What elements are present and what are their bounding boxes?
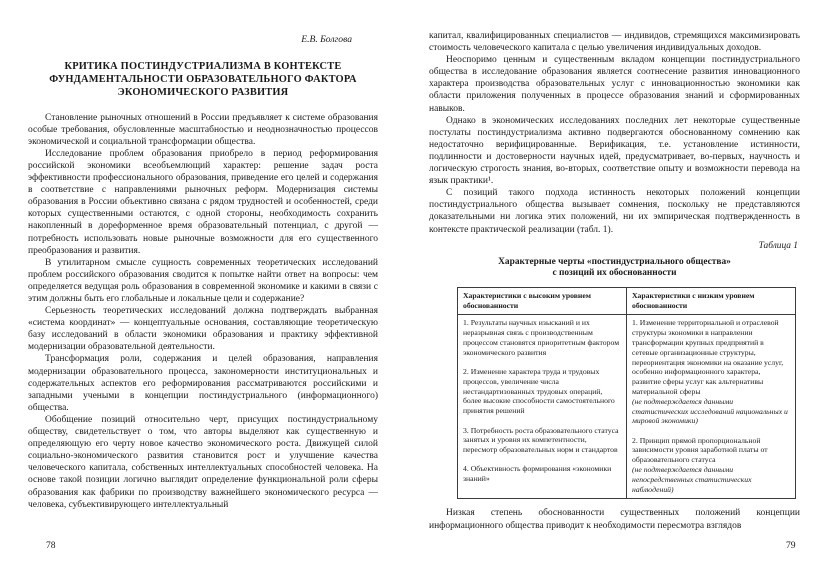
article-title bbox=[28, 60, 378, 100]
paragraph-1: Становление рыночных отношений в России предъявляет к системе образования особые требования, обусловленные масштабностью и неоднозначностью процессов экономической и социальной трансформации общества. bbox=[28, 112, 378, 147]
paragraph-10: С позиций такого подхода истинность некоторых положений концепции постиндустриального общества вызывает сомнения, поскольку не представляются доказательными ни логика этих положений, ни их эмпирическая подтвержденность в контексте практической реализации (табл. 1). bbox=[429, 188, 800, 235]
low-validity-item-2-note: (не подтверждается данными непосредственных статистических наблюдений) bbox=[632, 465, 752, 494]
low-validity-item-1 bbox=[632, 318, 789, 426]
paragraph-6: Обобщение позиций относительно черт, присущих постиндустриальному обществу, свидетельствует о том, что авторы выделяют как существенную и определяющую его черту новое качество экономического роста. Движущей силой социально-экономического развития становится рост и улучшение качества человеческого капитала, собственных интеллектуальных способностей человека. На основе такой позиции логично выглядит определение функциональной роли сферы образования как фабрики по производству важнейшего экономического ресурса — человека, субъективирующего интеллектуальный bbox=[28, 414, 378, 510]
paragraph-7-continuation: капитал, квалифицированных специалистов — индивидов, стремящихся максимизировать стоимость человеческого капитала с целью увеличения индивидуальных доходов. bbox=[429, 31, 800, 54]
low-validity-item-2 bbox=[632, 436, 789, 495]
low-validity-item-2-text: 2. Принцип прямой пропорциональной зависимости уровня заработной платы от образовательного статуса bbox=[632, 435, 768, 465]
high-validity-item-4: 4. Объективность формирования «экономики знаний» bbox=[463, 464, 612, 484]
title-line-1: КРИТИКА ПОСТИНДУСТРИАЛИЗМА В КОНТЕКСТЕ bbox=[64, 61, 342, 72]
table-cell-high-validity bbox=[458, 315, 627, 499]
paragraph-3: В утилитарном смысле сущность современных теоретических исследований проблем российского образования сводится к попытке найти ответ на вопросы: чем определяется ведущая роль образования в современной экономике и какими в связи с этим должны быть его глобальные и локальные цели и содержание? bbox=[28, 257, 378, 305]
table-label: Таблица 1 bbox=[758, 240, 798, 251]
page-right bbox=[429, 30, 800, 532]
author-name: Е.В. Болгова bbox=[301, 34, 352, 45]
high-validity-item-1: 1. Результаты научных изысканий и их неразрывная связь с производственным процессом становятся приоритетным фактором экономического развития bbox=[463, 318, 620, 357]
paragraph-8: Неоспоримо ценным и существенным вкладом концепции постиндустриального общества в исследование образования является соотнесение развития инновационного характера производства образовательных услуг с инновационностью экономики как области приложения полученных в процессе образования знаний и сформированных навыков. bbox=[429, 55, 800, 114]
table-header-high-validity: Характеристики с высоким уровнем обоснованности bbox=[458, 287, 627, 315]
table-cell-low-validity bbox=[627, 315, 796, 499]
table-title bbox=[429, 257, 800, 280]
low-validity-item-1-text: 1. Изменение территориальной и отраслевой структуры экономики в направлении трансформации крупных предприятий в сетевые организационные структуры, переориентация экономики на оказание услуг, особенно информационного характера, развитие сферы услуг как альтернативы материальной сферы bbox=[632, 318, 784, 396]
page-number-left: 78 bbox=[46, 540, 56, 551]
characteristics-table bbox=[457, 287, 796, 500]
title-line-3: ЭКОНОМИЧЕСКОГО РАЗВИТИЯ bbox=[117, 87, 289, 99]
table-header-row bbox=[458, 287, 796, 315]
page-left bbox=[28, 30, 378, 511]
table-title-line-1: Характерные черты «постиндустриального общества» bbox=[498, 256, 731, 267]
low-validity-item-1-note: (не подтверждается данными статистических исследований национальных и мировой экономики) bbox=[632, 396, 788, 426]
paragraph-2: Исследование проблем образования приобрело в период реформирования российской экономики всеобъемлющий характер: решение задач роста эффективности профессионального образования, приведение его целей и содержания в соответствие с направлениями рыночных реформ. Модернизация системы образования в России объективно связана с рядом трудностей и особенностей, среди которых существенными остаются, с одной стороны, необходимость сохранить накопленный в дореформенное время образовательный потенциал, с другой — потребность использовать новые рыночные возможности для его существенного преобразования и развития. bbox=[28, 148, 378, 256]
paragraph-11: Низкая степень обоснованности существенных положений концепции информационного общества приводит к необходимости пересмотра взглядов bbox=[429, 508, 800, 531]
high-validity-item-3: 3. Потребность роста образовательного статуса занятых и уровня их компетентности, пересмотр образовательных норм и стандартов bbox=[463, 425, 619, 455]
table-body-row bbox=[458, 315, 796, 499]
title-line-2: ФУНДАМЕНТАЛЬНОСТИ ОБРАЗОВАТЕЛЬНОГО ФАКТОРА bbox=[49, 74, 357, 86]
high-validity-item-2: 2. Изменение характера труда и трудовых процессов, увеличение числа нестандартизованных трудовых операций, более высокие способности самостоятельного принятия решений bbox=[463, 367, 615, 416]
page-number-right: 79 bbox=[786, 540, 796, 551]
paragraph-5: Трансформация роли, содержания и целей образования, направления модернизации образовательного процесса, закономерности институциональных и содержательных аспектов его реформирования рассматриваются российскими и западными учеными в концепции постиндустриального (информационного) общества. bbox=[28, 354, 378, 413]
paragraph-4: Серьезность теоретических исследований должна подтверждать выбранная «система координат» — концептуальные основания, составляющие теоретическую базу исследований в области экономики образования и практику эффективной модернизации образовательной деятельности. bbox=[28, 306, 378, 353]
table-header-low-validity: Характеристики с низким уровнем обоснованности bbox=[627, 287, 796, 315]
paragraph-9: Однако в экономических исследованиях последних лет некоторые существенные постулаты постиндустриализма активно подвергаются обоснованному сомнению как недостаточно верифицированные. Верификация, т.е. установление истинности, подлинности и достоверности научных идей, предусматривает, во-первых, научность и логическую строгость знания, во-вторых, соответствие опыту и возможности перевода на язык практики¹. bbox=[429, 115, 800, 187]
table-title-line-2: с позиций их обоснованности bbox=[552, 268, 677, 279]
